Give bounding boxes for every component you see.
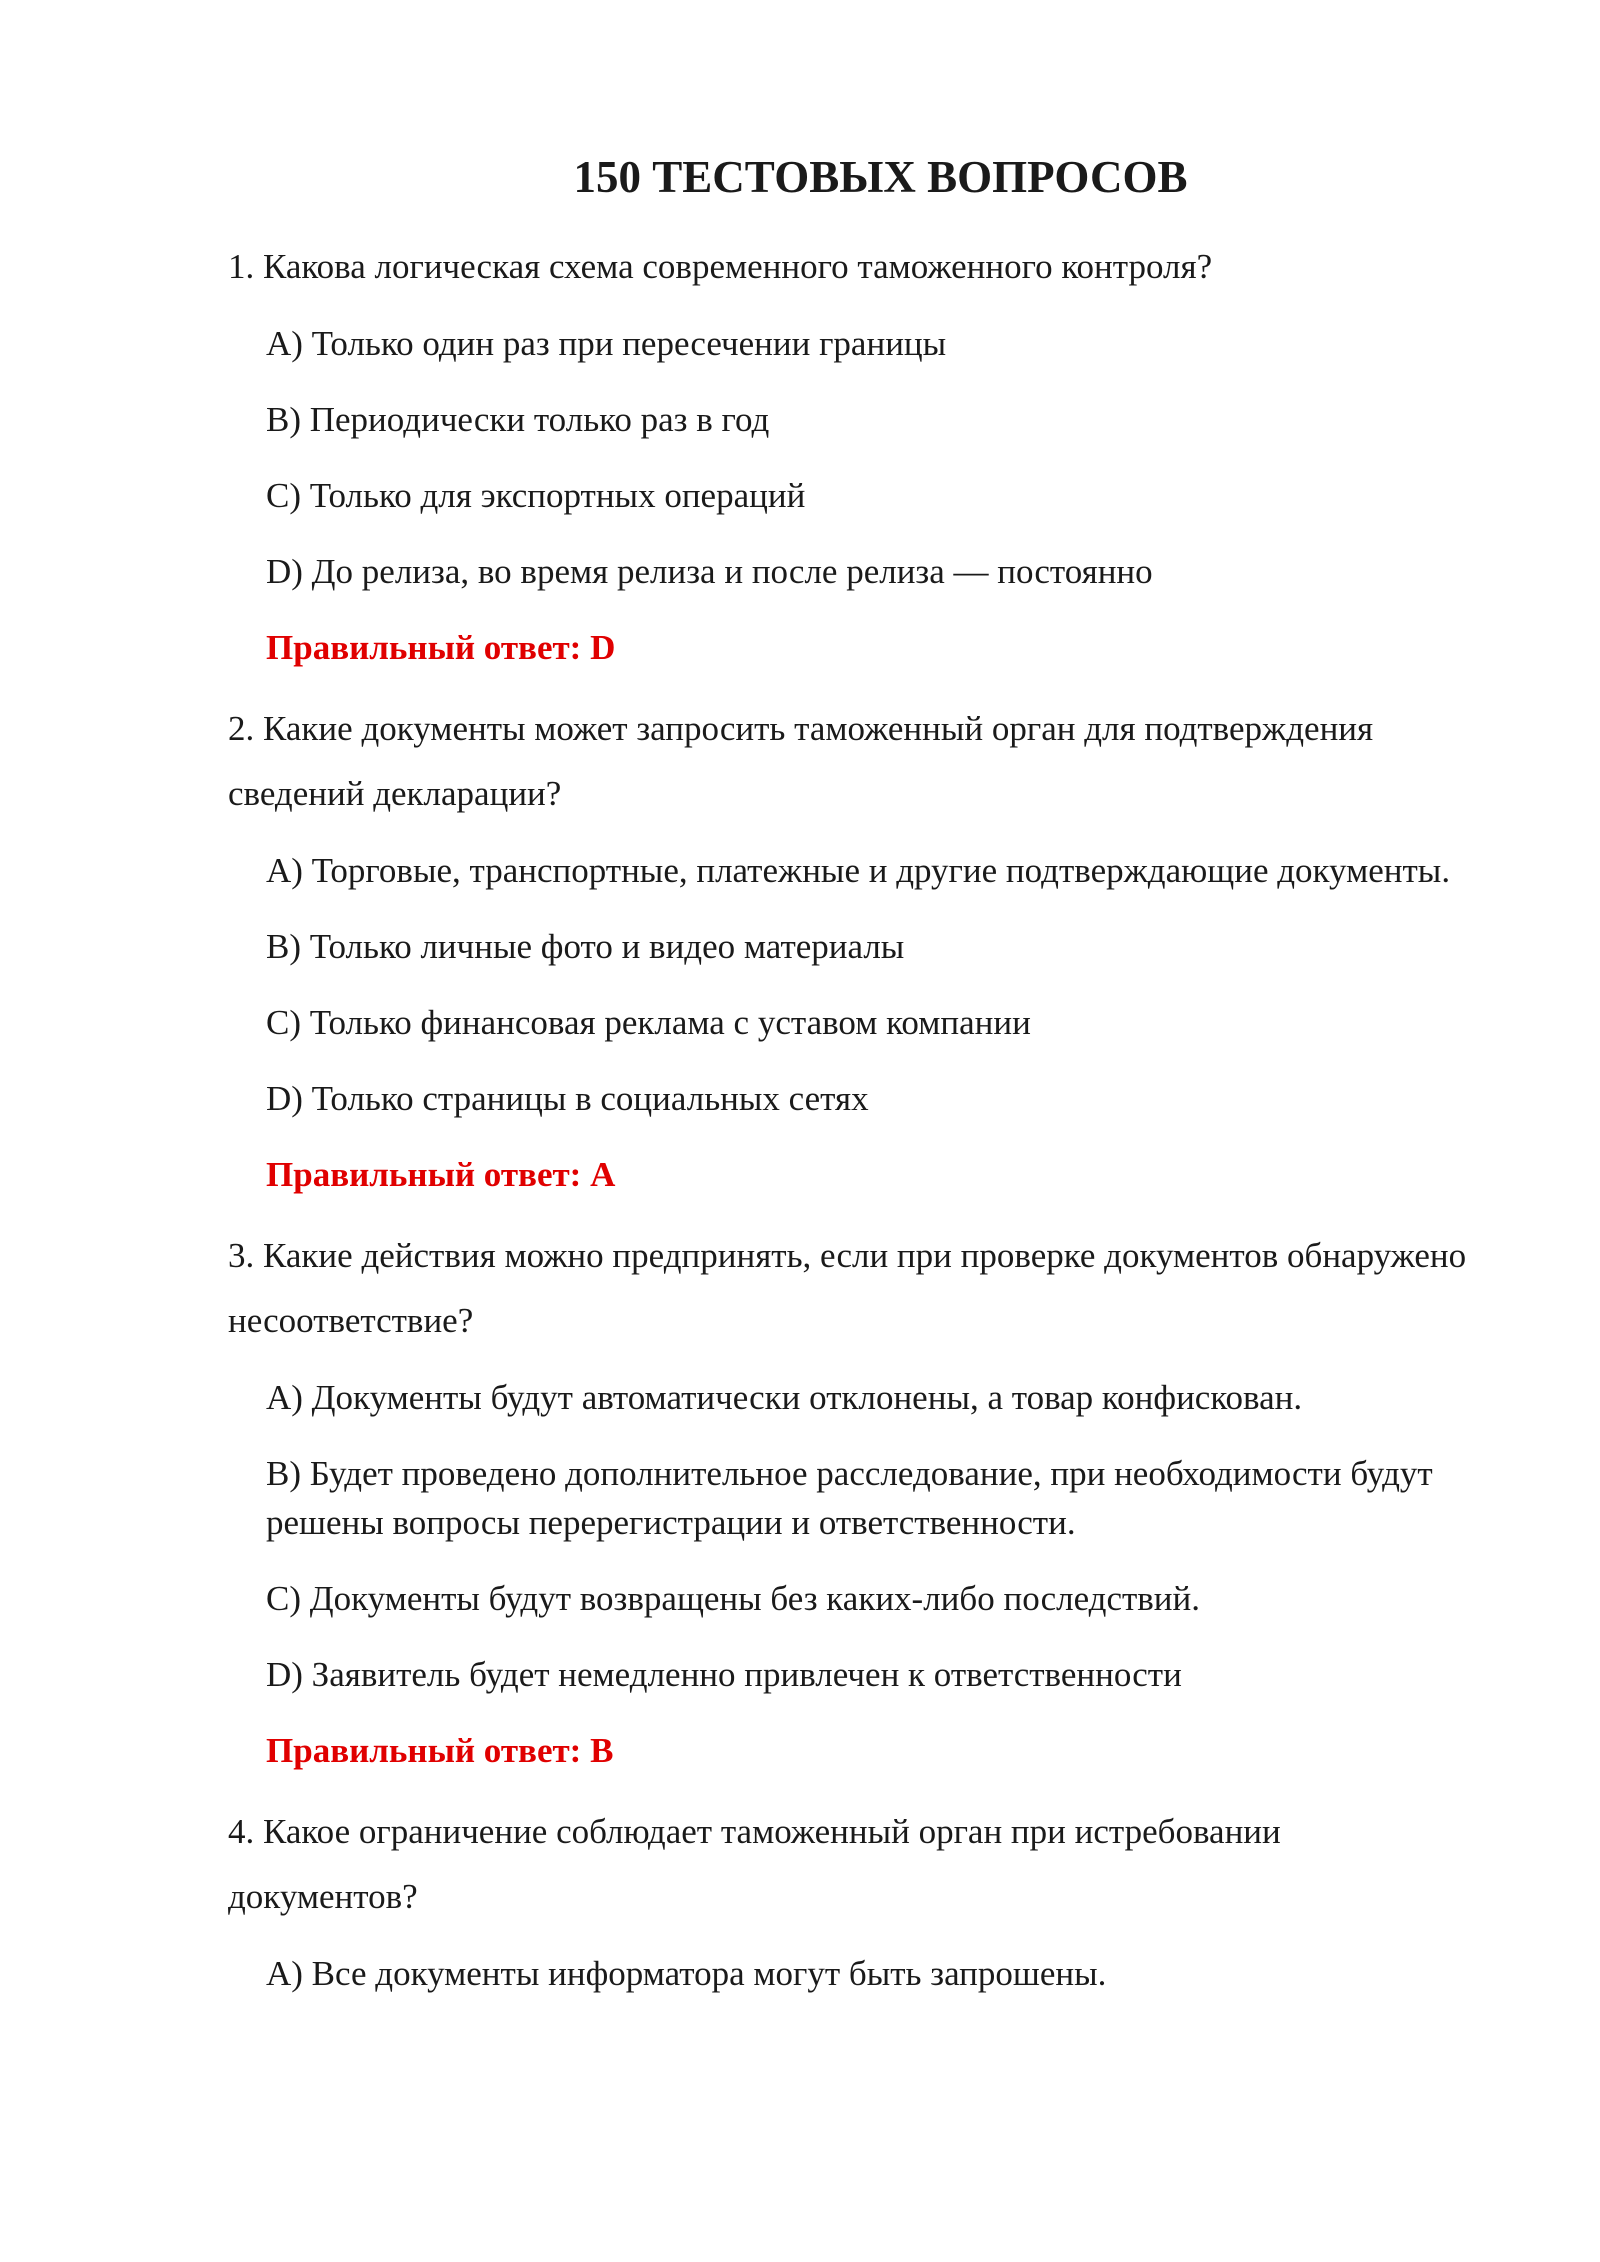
option-a: A) Только один раз при пересечении границы xyxy=(266,324,947,363)
correct-answer: Правильный ответ: D xyxy=(266,628,616,667)
option-d: D) Только страницы в социальных сетях xyxy=(266,1079,869,1118)
question-text: 3. Какие действия можно предпринять, если при проверке документов обнаружено несоответствие? xyxy=(228,1236,1467,1340)
question-1 xyxy=(228,234,1473,672)
question-3 xyxy=(228,1223,1473,1775)
document-page xyxy=(228,150,1473,2025)
option-a: A) Документы будут автоматически отклонены, а товар конфискован. xyxy=(266,1378,1303,1417)
option-b: B) Периодически только раз в год xyxy=(266,400,770,439)
option-a: A) Торговые, транспортные, платежные и другие подтверждающие документы. xyxy=(266,851,1451,890)
option-d: D) Заявитель будет немедленно привлечен к ответственности xyxy=(266,1655,1182,1694)
question-4 xyxy=(228,1799,1473,1998)
correct-answer: Правильный ответ: A xyxy=(266,1155,616,1194)
question-text: 4. Какое ограничение соблюдает таможенный орган при истребовании документов? xyxy=(228,1812,1281,1916)
document-title: 150 ТЕСТОВЫХ ВОПРОСОВ xyxy=(573,152,1188,202)
option-c: C) Только финансовая реклама с уставом компании xyxy=(266,1003,1031,1042)
option-c: C) Документы будут возвращены без каких-либо последствий. xyxy=(266,1579,1201,1618)
option-b: B) Будет проведено дополнительное расследование, при необходимости будут решены вопросы перерегистрации и ответственности. xyxy=(266,1454,1433,1542)
correct-answer: Правильный ответ: B xyxy=(266,1731,614,1770)
option-c: C) Только для экспортных операций xyxy=(266,476,806,515)
question-2 xyxy=(228,696,1473,1199)
option-b: B) Только личные фото и видео материалы xyxy=(266,927,905,966)
question-text: 2. Какие документы может запросить таможенный орган для подтверждения сведений декларации? xyxy=(228,709,1374,813)
option-a: A) Все документы информатора могут быть запрошены. xyxy=(266,1954,1107,1993)
option-d: D) До релиза, во время релиза и после релиза — постоянно xyxy=(266,552,1153,591)
question-text: 1. Какова логическая схема современного таможенного контроля? xyxy=(228,247,1213,286)
